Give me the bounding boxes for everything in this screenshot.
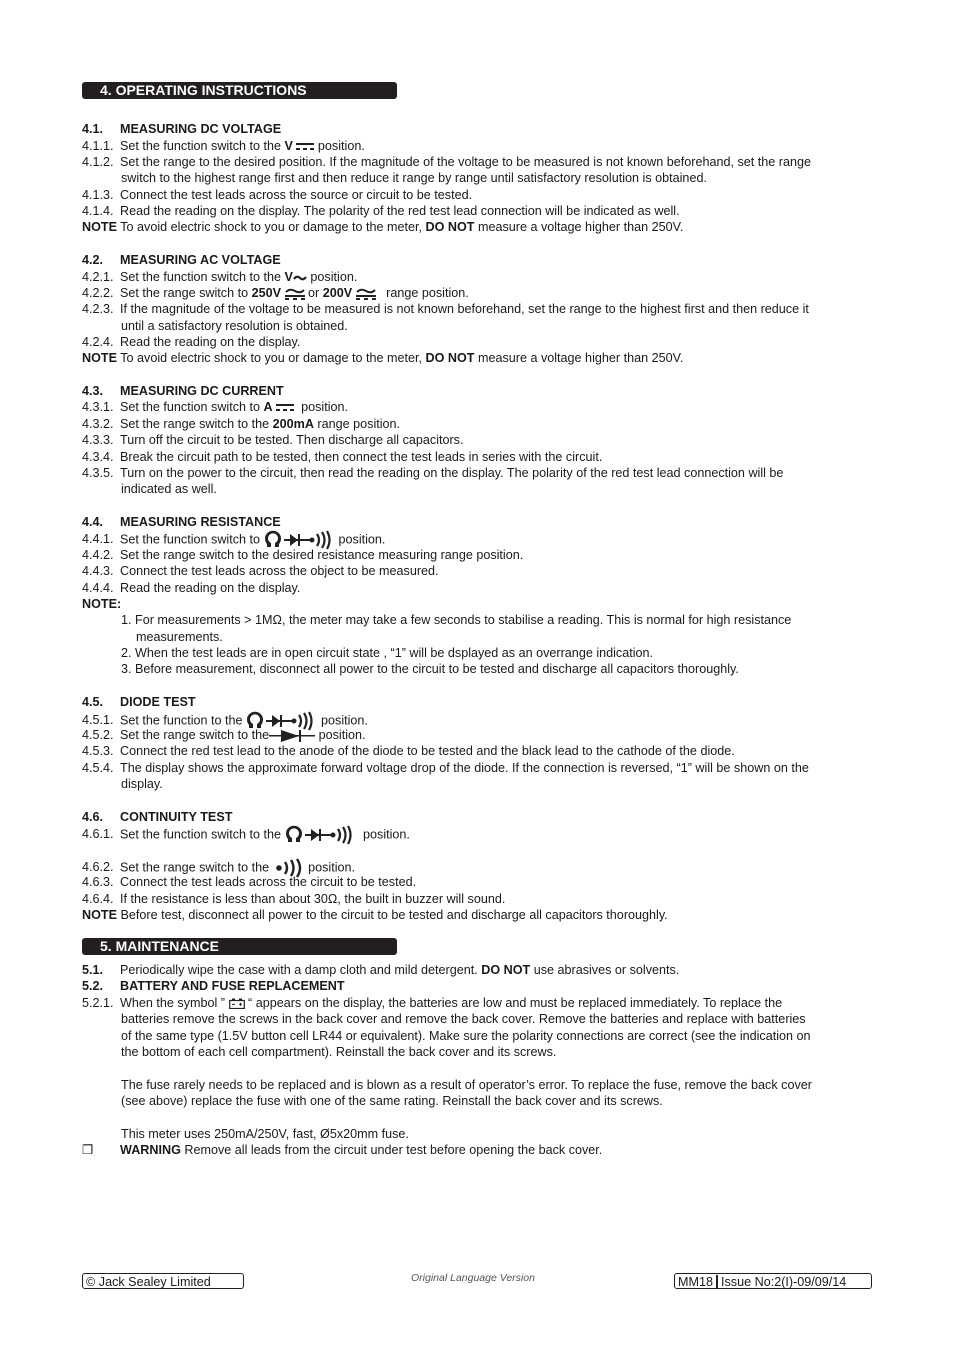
step-4-5-4 — [82, 760, 809, 776]
note-label: NOTE — [82, 908, 117, 922]
step-4-6-4 — [82, 891, 505, 907]
heading-4-3 — [82, 383, 284, 399]
ac-dc-symbol-icon — [285, 288, 305, 300]
number: 4.2.4. — [82, 335, 114, 349]
text: “ appears on the display, the batteries are low and must be replaced immediately. To replace the — [244, 996, 783, 1010]
heading-4-5 — [82, 694, 196, 710]
number: 4.3. — [82, 384, 104, 398]
heading-4-1 — [82, 121, 281, 137]
diode-icon — [269, 729, 315, 743]
section-4-header — [82, 82, 397, 99]
text: Read the reading on the display. — [120, 581, 301, 595]
text: This meter uses 250mA/250V, fast, Ø5x20mm fuse. — [121, 1127, 409, 1141]
note-4-4-item-1 — [121, 612, 791, 628]
text-bold: A — [263, 400, 273, 414]
step-4-5-3 — [82, 743, 735, 759]
text: When the symbol ” — [120, 996, 229, 1010]
text: 2. When the test leads are in open circuit state , “1” will be dsplayed as an overrange indication. — [121, 646, 654, 660]
title: CONTINUITY TEST — [120, 810, 233, 824]
paragraph-battery-line-3 — [121, 1028, 811, 1044]
step-4-2-4 — [82, 334, 300, 350]
text: range position. — [386, 286, 469, 300]
text-bold: DO NOT — [425, 220, 475, 234]
dc-symbol-icon — [296, 143, 314, 151]
section-title: 5. MAINTENANCE — [100, 938, 220, 954]
step-4-3-4 — [82, 449, 602, 465]
number: 4.5.3. — [82, 744, 114, 758]
step-4-3-5 — [82, 465, 783, 481]
step-4-1-3 — [82, 187, 472, 203]
number: 4.3.3. — [82, 433, 114, 447]
title: MEASURING AC VOLTAGE — [120, 253, 281, 267]
step-4-3-3 — [82, 432, 463, 448]
section-5-header — [82, 938, 397, 955]
number: 4.6. — [82, 810, 104, 824]
text: If the resistance is less than about 30Ω, the built in buzzer will sound. — [120, 892, 506, 906]
text: position. — [297, 400, 349, 414]
paragraph-fuse-spec — [121, 1126, 409, 1142]
text: Set the range to the desired position. If the magnitude of the voltage to be measured is not known beforehand, set the range — [120, 155, 812, 169]
heading-4-2 — [82, 252, 281, 268]
step-4-2-2 — [82, 285, 469, 301]
text: If the magnitude of the voltage to be measured is not known beforehand, set the range to the highest first and then reduce it — [120, 302, 809, 316]
text: 3. Before measurement, disconnect all power to the circuit to be tested and discharge all capacitors thoroughly. — [121, 662, 739, 676]
text: switch to the highest range first and then reduce it range by range until satisfactory resolution is obtained. — [121, 171, 707, 185]
dc-symbol-icon — [276, 404, 294, 412]
number: 4.6.4. — [82, 892, 114, 906]
text: position. — [304, 860, 356, 875]
text: Turn off the circuit to be tested. Then discharge all capacitors. — [120, 433, 464, 447]
battery-icon — [229, 998, 245, 1009]
text: position. — [314, 139, 365, 153]
step-4-3-1 — [82, 399, 348, 415]
text: of the same type (1.5V button cell LR44 or equivalent). Make sure the polarity connections are correct (see the indication on — [121, 1029, 811, 1043]
text: Connect the test leads across the source or circuit to be tested. — [120, 188, 473, 202]
text: Set the function switch to — [120, 532, 264, 547]
number: 4.5.4. — [82, 761, 114, 775]
step-4-4-3 — [82, 563, 439, 579]
text-bold: V — [284, 270, 293, 284]
text: batteries remove the screws in the back cover and remove the back cover. Remove the batteries and replace with batteries — [121, 1012, 806, 1026]
text: measure a voltage higher than 250V. — [474, 351, 684, 365]
text: Set the range switch to — [120, 286, 252, 300]
step-4-1-1 — [82, 138, 365, 154]
number: 4.1.3. — [82, 188, 114, 202]
step-4-1-4 — [82, 203, 680, 219]
number: 4.1.1. — [82, 139, 114, 153]
ohm-diode-buzzer-icon — [285, 825, 353, 845]
step-4-5-4-cont — [121, 776, 163, 792]
text: range position. — [313, 417, 401, 431]
text: the bottom of each cell compartment). Reinstall the back cover and its screws. — [121, 1045, 557, 1059]
issue-number: Issue No:2(I)-09/09/14 — [721, 1275, 847, 1289]
note-4-4-label — [82, 596, 121, 612]
text-bold: V — [284, 139, 293, 153]
number: 4.1.2. — [82, 155, 114, 169]
text: 1. For measurements > 1MΩ, the meter may take a few seconds to stabilise a reading. This is normal for high resistance — [121, 613, 792, 627]
number: 4.4. — [82, 515, 104, 529]
title: DIODE TEST — [120, 695, 196, 709]
text: To avoid electric shock to you or damage to the meter, — [116, 220, 426, 234]
number: 5.2. — [82, 979, 104, 993]
warning — [82, 1142, 602, 1158]
step-4-5-2 — [82, 727, 366, 743]
number: 4.4.2. — [82, 548, 114, 562]
text: Set the function to the — [120, 713, 247, 728]
number: 4.1.4. — [82, 204, 114, 218]
text-bold: 200V — [322, 286, 353, 300]
text: position. — [315, 728, 366, 742]
number: 4.2.2. — [82, 286, 114, 300]
text: Break the circuit path to be tested, then connect the test leads in series with the circuit. — [120, 450, 603, 464]
step-4-4-4 — [82, 580, 300, 596]
step-4-2-3-cont — [121, 318, 348, 334]
text: position. — [317, 713, 368, 728]
text: Turn on the power to the circuit, then read the reading on the display. The polarity of the red test lead connection will be — [120, 466, 784, 480]
text: Set the function switch to — [120, 400, 264, 414]
text-bold: 200mA — [272, 417, 314, 431]
text: The fuse rarely needs to be replaced and is blown as a result of operator’s error. To replace the fuse, remove the back cover — [121, 1078, 812, 1092]
title: MEASURING DC CURRENT — [120, 384, 284, 398]
paragraph-fuse-line-2 — [121, 1093, 663, 1109]
paragraph-battery-line-2 — [121, 1011, 806, 1027]
text: Before test, disconnect all power to the circuit to be tested and discharge all capacitors thoroughly. — [116, 908, 668, 922]
text: (see above) replace the fuse with one of the same rating. Reinstall the back cover and its screws. — [121, 1094, 663, 1108]
text: display. — [121, 777, 163, 791]
text: measurements. — [136, 630, 223, 644]
text-bold: DO NOT — [481, 963, 531, 977]
number: 4.2. — [82, 253, 104, 267]
step-5-1 — [82, 962, 679, 978]
text: Connect the test leads across the circuit to be tested. — [120, 875, 417, 889]
note-4-1 — [82, 219, 683, 235]
number: 4.1. — [82, 122, 104, 136]
text: © Jack Sealey Limited — [86, 1275, 211, 1289]
number: 4.6.3. — [82, 875, 114, 889]
number: 4.4.3. — [82, 564, 114, 578]
paragraph-fuse-line-1 — [121, 1077, 812, 1093]
number: 4.6.1. — [82, 827, 114, 842]
number: 5.1. — [82, 963, 104, 977]
text: position. — [306, 270, 358, 284]
text: position. — [335, 532, 386, 547]
step-4-6-3 — [82, 874, 416, 890]
heading-4-6 — [82, 809, 232, 825]
paragraph-battery-line-4 — [121, 1044, 556, 1060]
ac-dc-symbol-icon — [356, 288, 376, 300]
note-4-6 — [82, 907, 668, 923]
text: use abrasives or solvents. — [530, 963, 680, 977]
checkbox-icon: ❒ — [82, 1143, 94, 1157]
number: 4.5.2. — [82, 728, 114, 742]
text: position. — [359, 827, 410, 842]
number: 4.3.1. — [82, 400, 114, 414]
heading-4-4 — [82, 514, 281, 530]
text: Set the range switch to the — [120, 860, 273, 875]
note-4-2 — [82, 350, 683, 366]
number: 4.5.1. — [82, 713, 114, 728]
number: 4.2.1. — [82, 270, 114, 284]
number: 4.6.2. — [82, 860, 114, 875]
text: Set the function switch to the — [120, 270, 285, 284]
title: MEASURING RESISTANCE — [120, 515, 281, 529]
note-4-4-item-2 — [121, 645, 653, 661]
section-title: 4. OPERATING INSTRUCTIONS — [100, 82, 307, 98]
number: 4.5. — [82, 695, 104, 709]
note-4-4-item-3 — [121, 661, 739, 677]
number: 4.3.2. — [82, 417, 114, 431]
text: measure a voltage higher than 250V. — [474, 220, 684, 234]
text: Read the reading on the display. — [120, 335, 301, 349]
ac-symbol-icon — [293, 274, 307, 282]
note-label: NOTE: — [82, 597, 122, 611]
text: Remove all leads from the circuit under test before opening the back cover. — [180, 1143, 603, 1157]
text: Periodically wipe the case with a damp cloth and mild detergent. — [120, 963, 482, 977]
footer-original-language: Original Language Version — [411, 1272, 535, 1284]
step-4-2-1 — [82, 269, 357, 285]
text: Set the range switch to the — [120, 417, 273, 431]
text: Set the range switch to the desired resistance measuring range position. — [120, 548, 524, 562]
text: To avoid electric shock to you or damage to the meter, — [116, 351, 426, 365]
text: Set the range switch to the — [120, 728, 270, 742]
text-bold: 250V — [251, 286, 282, 300]
number: 4.4.4. — [82, 581, 114, 595]
number: 4.2.3. — [82, 302, 114, 316]
step-4-1-2-cont — [121, 170, 707, 186]
number: 4.4.1. — [82, 532, 114, 547]
model-number: MM18 — [675, 1275, 718, 1289]
step-4-1-2 — [82, 154, 811, 170]
warning-label: WARNING — [120, 1143, 181, 1157]
footer-issue-box — [674, 1273, 872, 1289]
title: MEASURING DC VOLTAGE — [120, 122, 282, 136]
number: 5.2.1. — [82, 996, 114, 1010]
step-4-3-2 — [82, 416, 400, 432]
text: Set the function switch to the — [120, 139, 285, 153]
text: Connect the test leads across the object to be measured. — [120, 564, 439, 578]
text: or — [304, 286, 323, 300]
text: Connect the red test lead to the anode of the diode to be tested and the black lead to the cathode of the diode. — [120, 744, 735, 758]
text: indicated as well. — [121, 482, 217, 496]
step-4-4-2 — [82, 547, 523, 563]
text: The display shows the approximate forward voltage drop of the diode. If the connection is reversed, “1” will be shown on the — [120, 761, 809, 775]
note-label: NOTE — [82, 220, 117, 234]
step-4-3-5-cont — [121, 481, 217, 497]
text: Read the reading on the display. The polarity of the red test lead connection will be indicated as well. — [120, 204, 680, 218]
number: 4.3.5. — [82, 466, 114, 480]
text: Set the function switch to the — [120, 827, 285, 842]
step-4-2-3 — [82, 301, 809, 317]
note-label: NOTE — [82, 351, 117, 365]
title: BATTERY AND FUSE REPLACEMENT — [120, 979, 345, 993]
text-bold: DO NOT — [425, 351, 475, 365]
heading-5-2 — [82, 978, 345, 994]
note-4-4-item-1-cont — [136, 629, 223, 645]
text: until a satisfactory resolution is obtained. — [121, 319, 348, 333]
number: 4.3.4. — [82, 450, 114, 464]
footer-copyright — [82, 1273, 244, 1289]
step-5-2-1 — [82, 995, 782, 1011]
step-4-6-1 — [82, 825, 410, 845]
